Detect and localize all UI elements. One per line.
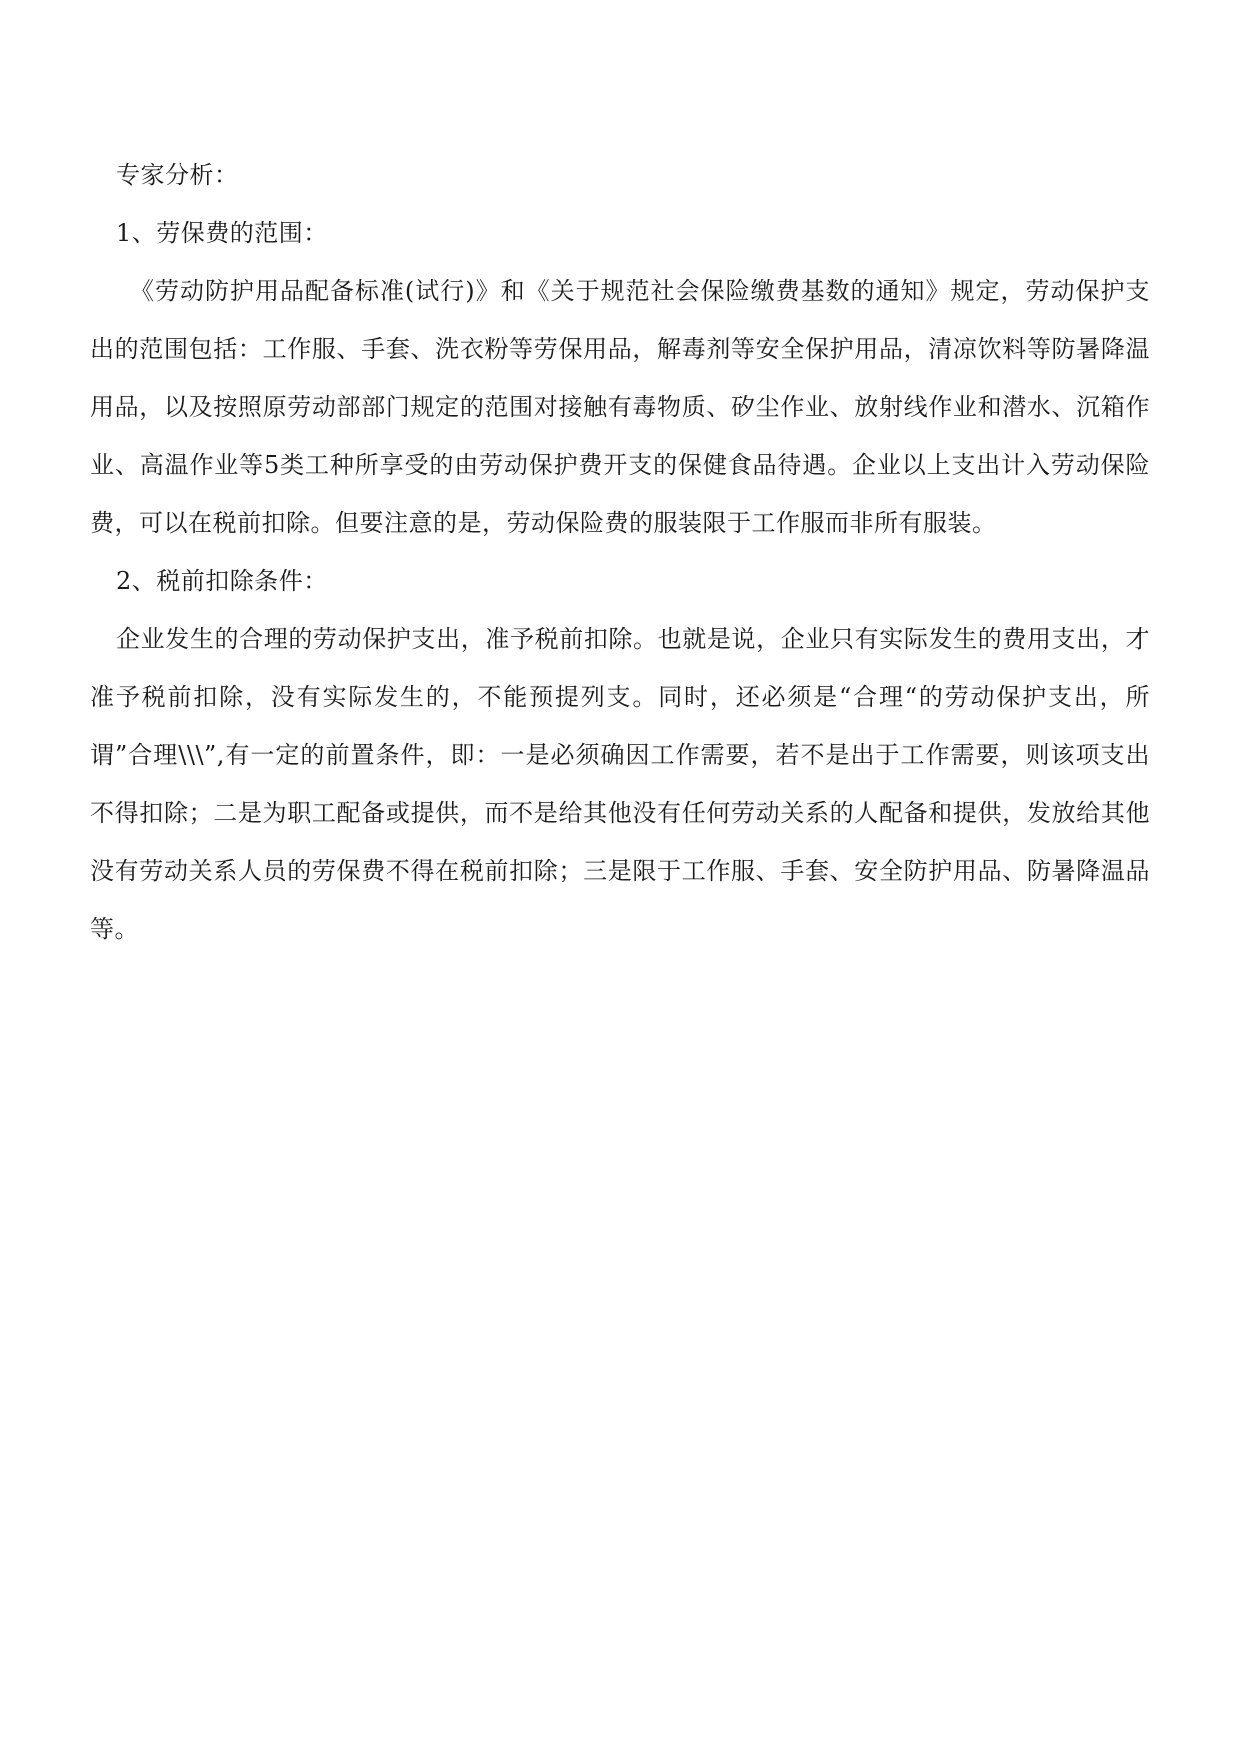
- section-1-title: 1、劳保费的范围：: [116, 219, 328, 247]
- section-2-title: 2、税前扣除条件：: [116, 567, 328, 595]
- section-1-paragraph: 《劳动防护用品配备标准(试行)》和《关于规范社会保险缴费基数的通知》规定，劳动保护支出的范围包括：工作服、手套、洗衣粉等劳保用品，解毒剂等安全保护用品，清凉饮料等防暑降温用品，以及按照原劳动部部门规定的范围对接触有毒物质、矽尘作业、放射线作业和潜水、沉箱作业、高温作业等5类工种所享受的由劳动保护费开支的保健食品待遇。企业以上支出计入劳动保险费，可以在税前扣除。但要注意的是，劳动保险费的服装限于工作服而非所有服装。: [90, 277, 1150, 537]
- document-body: [90, 146, 1150, 958]
- expert-analysis-heading: 专家分析：: [116, 161, 239, 189]
- section-2-paragraph: 企业发生的合理的劳动保护支出，准予税前扣除。也就是说，企业只有实际发生的费用支出，才准予税前扣除，没有实际发生的，不能预提列支。同时，还必须是“合理“的劳动保护支出，所谓”合理\\\”,有一定的前置条件，即：一是必须确因工作需要，若不是出于工作需要，则该项支出不得扣除；二是为职工配备或提供，而不是给其他没有任何劳动关系的人配备和提供，发放给其他没有劳动关系人员的劳保费不得在税前扣除；三是限于工作服、手套、安全防护用品、防暑降温品等。: [90, 625, 1150, 943]
